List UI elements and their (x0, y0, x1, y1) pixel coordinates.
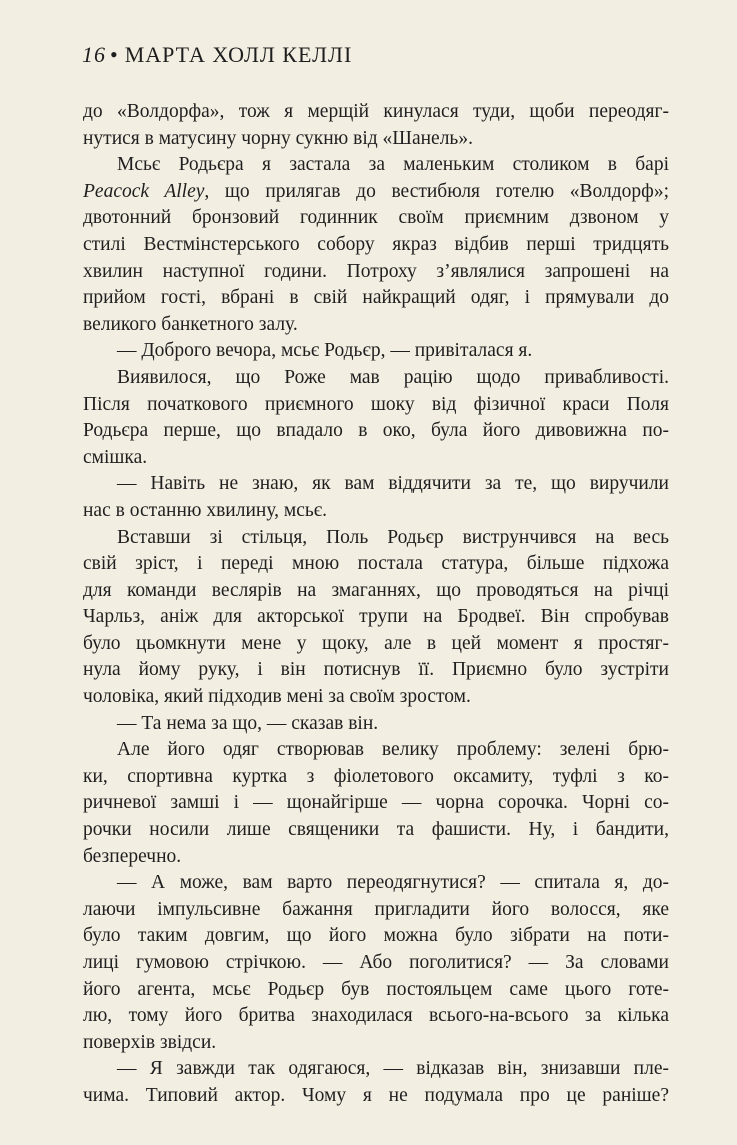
text-line: — Доброго вечора, мсьє Родьєр, — привіталася я. (117, 340, 533, 362)
text-line: рочки носили лише священики та фашисти. Ну, і бандити, (83, 819, 669, 841)
text-line: його агента, мсьє Родьєр був постояльцем саме цього готе- (83, 978, 669, 1000)
text-line: свій зріст, і переді мною постала статура, більше підхожа (83, 553, 669, 575)
text-line: Родьєра перше, що впадало в око, була його дивовижна по- (83, 420, 669, 442)
text-line: Але його одяг створював велику проблему: зелені брю- (117, 739, 669, 761)
text-line: великого банкетного залу. (83, 313, 298, 335)
text-line: — Навіть не знаю, як вам віддячити за те, що виручили (117, 473, 669, 495)
text-line: прийом гості, вбрані в свій найкращий одяг, і прямували до (83, 287, 669, 309)
text-line: Чарльз, аніж для акторської трупи на Бродвеї. Він спробував (83, 606, 669, 628)
body-text (83, 99, 669, 1110)
text-line: — А може, вам варто переодягнутися? — спитала я, до- (117, 872, 669, 894)
text-line: до «Волдорфа», тож я мерщій кинулася туди, щоби переодяг- (83, 101, 669, 122)
text-line: Вставши зі стільця, Поль Родьєр виструнчився на весь (117, 526, 669, 548)
text-line: — Та нема за що, — сказав він. (117, 712, 379, 734)
text-line: Мсьє Родьєра я застала за маленьким столиком в барі (117, 154, 669, 176)
text-line: ки, спортивна куртка з фіолетового оксамиту, туфлі з ко- (83, 765, 669, 787)
text-line: було цьомкнути мене у щоку, але в цей момент я простяг- (83, 632, 669, 654)
text-line: ричневої замші і — щонайгірше — чорна сорочка. Чорні со- (83, 792, 669, 814)
text-line: Виявилося, що Роже мав рацію щодо привабливості. (117, 366, 669, 388)
text-line: хвилин наступної години. Потроху з’являлися запрошені на (83, 260, 669, 282)
text-line: було таким довгим, що його можна було зібрати на поти- (83, 925, 669, 947)
text-line: для команди веслярів на змаганнях, що проводяться на річці (83, 579, 669, 601)
text-line: лю, тому його бритва знаходилася всього-на-всього за кілька (83, 1005, 669, 1027)
text-line: лиці гумовою стрічкою. — Або поголитися? — За словами (83, 952, 669, 973)
text-line: чоловіка, який підходив мені за своїм зростом. (83, 686, 471, 708)
text-line: смішка. (83, 446, 148, 468)
text-line: поверхів звідси. (83, 1031, 217, 1053)
running-header (82, 42, 352, 68)
text-line (83, 179, 669, 206)
italic-title: Peacock Alley (83, 180, 205, 202)
text-line: Після початкового приємного шоку від фізичної краси Поля (83, 393, 669, 415)
text-line: — Я завжди так одягаюся, — відказав він, знизавши пле- (117, 1058, 669, 1080)
header-bullet: • (110, 42, 119, 67)
text-line: нутися в матусину чорну сукню від «Шанель». (83, 127, 473, 149)
running-title: МАРТА ХОЛЛ КЕЛЛІ (124, 42, 353, 67)
text-segment: , що прилягав до вестибюля готелю «Волдорф»; (204, 180, 669, 202)
text-line: безперечно. (83, 845, 182, 867)
page-number: 16 (82, 42, 106, 67)
text-line: нула йому руку, і він потиснув її. Приємно було зустріти (83, 659, 669, 681)
text-line: чима. Типовий актор. Чому я не подумала про це раніше? (83, 1084, 669, 1106)
text-line: нас в останню хвилину, мсьє. (83, 499, 327, 521)
text-line: лаючи імпульсивне бажання пригладити його волосся, яке (83, 898, 669, 920)
text-line: двотонний бронзовий годинник своїм приємним дзвоном у (83, 207, 669, 229)
text-line: стилі Вестмінстерського собору якраз відбив перші тридцять (83, 233, 669, 255)
